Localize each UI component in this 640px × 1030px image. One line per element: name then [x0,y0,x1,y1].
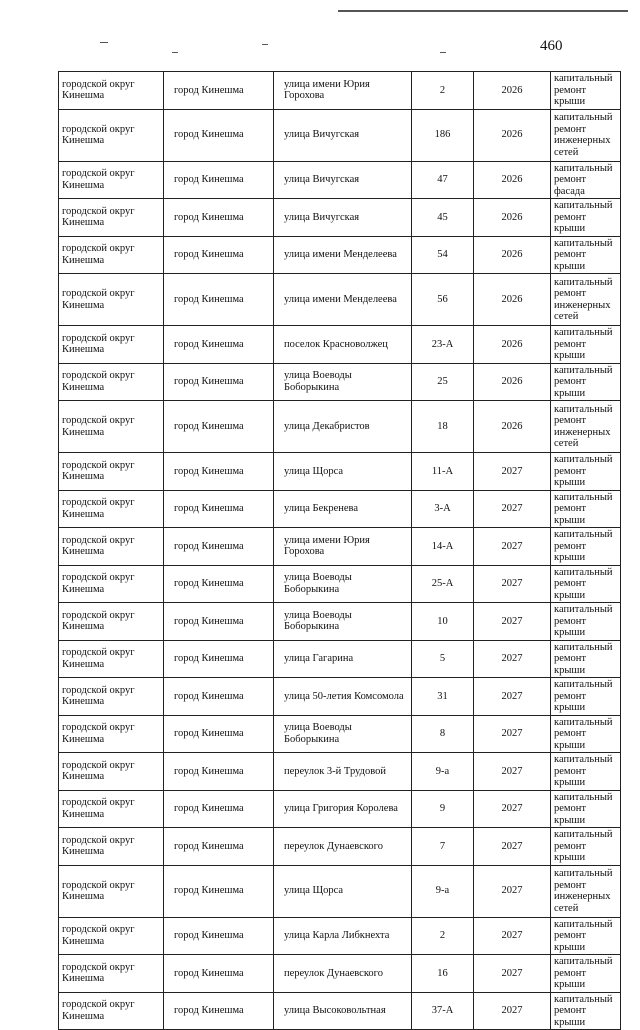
city-cell: город Кинешма [164,917,274,955]
table-body [59,72,621,1030]
street-cell: улица Воеводы Боборыкина [274,565,412,603]
year-cell: 2027 [474,992,551,1030]
okrug-cell: городской округ Кинешма [59,490,164,528]
city-cell: город Кинешма [164,453,274,491]
okrug-cell: городской округ Кинешма [59,603,164,641]
table-row [59,865,621,917]
year-cell: 2027 [474,715,551,753]
street-cell: улица Высоковольтная [274,992,412,1030]
city-cell: город Кинешма [164,363,274,401]
year-cell: 2027 [474,678,551,716]
house-number-cell: 9-а [412,753,474,791]
street-cell: улица Бекренева [274,490,412,528]
okrug-cell: городской округ Кинешма [59,236,164,274]
city-cell: город Кинешма [164,865,274,917]
okrug-cell: городской округ Кинешма [59,753,164,791]
year-cell: 2026 [474,274,551,326]
city-cell: город Кинешма [164,603,274,641]
street-cell: улица Воеводы Боборыкина [274,603,412,641]
city-cell: город Кинешма [164,161,274,199]
city-cell: город Кинешма [164,274,274,326]
okrug-cell: городской округ Кинешма [59,274,164,326]
house-number-cell: 45 [412,199,474,237]
table-row [59,992,621,1030]
house-number-cell: 25-А [412,565,474,603]
okrug-cell: городской округ Кинешма [59,715,164,753]
work-type-cell: капитальный ремонт крыши [551,453,621,491]
city-cell: город Кинешма [164,565,274,603]
city-cell: город Кинешма [164,715,274,753]
year-cell: 2026 [474,161,551,199]
year-cell: 2026 [474,326,551,364]
house-number-cell: 2 [412,917,474,955]
street-cell: улица Григория Королева [274,790,412,828]
work-type-cell: капитальный ремонт инженерных сетей [551,109,621,161]
okrug-cell: городской округ Кинешма [59,917,164,955]
page-number: 460 [540,38,563,54]
street-cell: улица Воеводы Боборыкина [274,715,412,753]
street-cell: улица имени Юрия Горохова [274,72,412,110]
table-row [59,274,621,326]
table-row [59,678,621,716]
year-cell: 2026 [474,199,551,237]
table-row [59,401,621,453]
city-cell: город Кинешма [164,401,274,453]
work-type-cell: капитальный ремонт крыши [551,678,621,716]
table-row [59,917,621,955]
table-row [59,790,621,828]
okrug-cell: городской округ Кинешма [59,401,164,453]
work-type-cell: капитальный ремонт крыши [551,640,621,678]
street-cell: улица Гагарина [274,640,412,678]
okrug-cell: городской округ Кинешма [59,865,164,917]
city-cell: город Кинешма [164,528,274,566]
house-number-cell: 5 [412,640,474,678]
work-type-cell: капитальный ремонт крыши [551,490,621,528]
street-cell: улица Вичугская [274,199,412,237]
street-cell: улица Вичугская [274,109,412,161]
scan-artifact-dash [172,52,178,53]
house-number-cell: 2 [412,72,474,110]
house-number-cell: 8 [412,715,474,753]
year-cell: 2027 [474,603,551,641]
work-type-cell: капитальный ремонт крыши [551,753,621,791]
work-type-cell: капитальный ремонт инженерных сетей [551,401,621,453]
street-cell: улица Вичугская [274,161,412,199]
street-cell: улица Карла Либкнехта [274,917,412,955]
work-type-cell: капитальный ремонт крыши [551,992,621,1030]
house-number-cell: 10 [412,603,474,641]
year-cell: 2026 [474,109,551,161]
okrug-cell: городской округ Кинешма [59,199,164,237]
house-number-cell: 3-А [412,490,474,528]
okrug-cell: городской округ Кинешма [59,640,164,678]
street-cell: улица Щорса [274,865,412,917]
okrug-cell: городской округ Кинешма [59,678,164,716]
okrug-cell: городской округ Кинешма [59,72,164,110]
city-cell: город Кинешма [164,199,274,237]
street-cell: улица Воеводы Боборыкина [274,363,412,401]
street-cell: улица Декабристов [274,401,412,453]
okrug-cell: городской округ Кинешма [59,109,164,161]
house-number-cell: 25 [412,363,474,401]
okrug-cell: городской округ Кинешма [59,565,164,603]
year-cell: 2026 [474,236,551,274]
work-type-cell: капитальный ремонт крыши [551,326,621,364]
house-number-cell: 37-А [412,992,474,1030]
house-number-cell: 9-а [412,865,474,917]
house-number-cell: 31 [412,678,474,716]
house-number-cell: 186 [412,109,474,161]
work-type-cell: капитальный ремонт крыши [551,72,621,110]
city-cell: город Кинешма [164,236,274,274]
table-row [59,715,621,753]
city-cell: город Кинешма [164,678,274,716]
house-number-cell: 7 [412,828,474,866]
house-number-cell: 11-А [412,453,474,491]
city-cell: город Кинешма [164,640,274,678]
work-type-cell: капитальный ремонт крыши [551,363,621,401]
table-row [59,161,621,199]
okrug-cell: городской округ Кинешма [59,992,164,1030]
street-cell: переулок Дунаевского [274,828,412,866]
work-type-cell: капитальный ремонт крыши [551,790,621,828]
year-cell: 2027 [474,955,551,993]
year-cell: 2027 [474,865,551,917]
street-cell: улица 50-летия Комсомола [274,678,412,716]
table-row [59,753,621,791]
street-cell: поселок Красноволжец [274,326,412,364]
table-row [59,603,621,641]
city-cell: город Кинешма [164,753,274,791]
okrug-cell: городской округ Кинешма [59,828,164,866]
house-number-cell: 56 [412,274,474,326]
street-cell: улица Щорса [274,453,412,491]
work-type-cell: капитальный ремонт крыши [551,603,621,641]
year-cell: 2027 [474,528,551,566]
year-cell: 2027 [474,640,551,678]
table-row [59,199,621,237]
work-type-cell: капитальный ремонт крыши [551,917,621,955]
table-row [59,828,621,866]
house-number-cell: 16 [412,955,474,993]
okrug-cell: городской округ Кинешма [59,790,164,828]
table-row [59,640,621,678]
year-cell: 2026 [474,401,551,453]
table-row [59,109,621,161]
table-row [59,236,621,274]
street-cell: улица имени Юрия Горохова [274,528,412,566]
table-row [59,528,621,566]
okrug-cell: городской округ Кинешма [59,161,164,199]
work-type-cell: капитальный ремонт инженерных сетей [551,865,621,917]
repair-schedule-table [58,71,621,1030]
city-cell: город Кинешма [164,955,274,993]
city-cell: город Кинешма [164,790,274,828]
city-cell: город Кинешма [164,828,274,866]
okrug-cell: городской округ Кинешма [59,453,164,491]
house-number-cell: 14-А [412,528,474,566]
table-row [59,955,621,993]
year-cell: 2027 [474,917,551,955]
work-type-cell: капитальный ремонт крыши [551,236,621,274]
year-cell: 2027 [474,490,551,528]
street-cell: переулок Дунаевского [274,955,412,993]
table-row [59,453,621,491]
table-row [59,565,621,603]
scan-artifact-dash [100,42,108,43]
year-cell: 2026 [474,363,551,401]
table-row [59,363,621,401]
okrug-cell: городской округ Кинешма [59,528,164,566]
city-cell: город Кинешма [164,490,274,528]
city-cell: город Кинешма [164,109,274,161]
house-number-cell: 47 [412,161,474,199]
scan-artifact-dash [440,52,446,53]
okrug-cell: городской округ Кинешма [59,955,164,993]
year-cell: 2027 [474,753,551,791]
scan-artifact-line [338,10,628,12]
work-type-cell: капитальный ремонт инженерных сетей [551,274,621,326]
work-type-cell: капитальный ремонт крыши [551,528,621,566]
scan-artifact-dash [262,44,268,45]
work-type-cell: капитальный ремонт крыши [551,565,621,603]
work-type-cell: капитальный ремонт фасада [551,161,621,199]
house-number-cell: 18 [412,401,474,453]
city-cell: город Кинешма [164,72,274,110]
house-number-cell: 23-А [412,326,474,364]
table-row [59,72,621,110]
work-type-cell: капитальный ремонт крыши [551,955,621,993]
work-type-cell: капитальный ремонт крыши [551,715,621,753]
table-row [59,326,621,364]
table-row [59,490,621,528]
city-cell: город Кинешма [164,992,274,1030]
year-cell: 2027 [474,565,551,603]
house-number-cell: 54 [412,236,474,274]
street-cell: переулок 3-й Трудовой [274,753,412,791]
work-type-cell: капитальный ремонт крыши [551,199,621,237]
year-cell: 2027 [474,790,551,828]
work-type-cell: капитальный ремонт крыши [551,828,621,866]
year-cell: 2027 [474,453,551,491]
year-cell: 2026 [474,72,551,110]
okrug-cell: городской округ Кинешма [59,326,164,364]
year-cell: 2027 [474,828,551,866]
house-number-cell: 9 [412,790,474,828]
city-cell: город Кинешма [164,326,274,364]
okrug-cell: городской округ Кинешма [59,363,164,401]
street-cell: улица имени Менделеева [274,274,412,326]
street-cell: улица имени Менделеева [274,236,412,274]
